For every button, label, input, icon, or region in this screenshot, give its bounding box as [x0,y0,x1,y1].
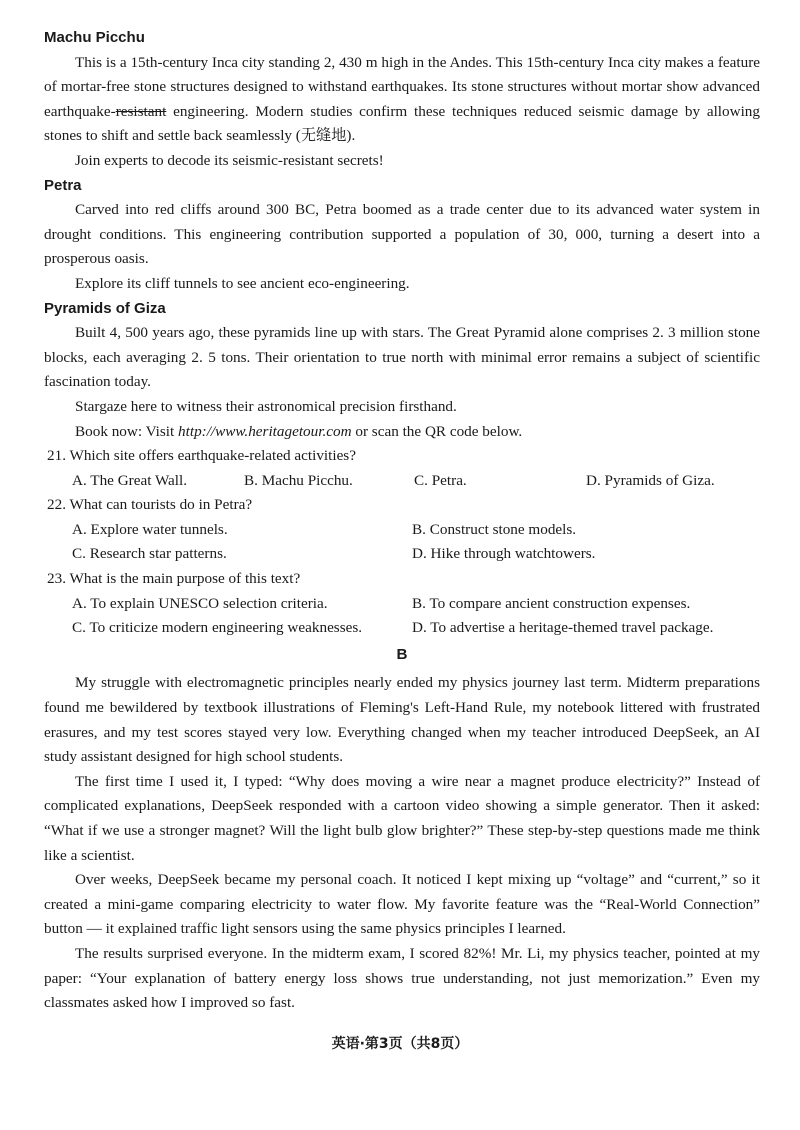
passage-b-paragraph-1: My struggle with electromagnetic principles nearly ended my physics journey last term. Midterm preparations found me bewildered by textbook illustrations of Fleming's Left-Hand Rule, my notebook littered with frustrated erasures, and my test scores stayed very low. Everything changed when my teacher introduced DeepSeek, an AI study assistant designed for high school students. [44,674,760,766]
q21-option-c: C. Petra. [414,471,467,489]
q23-option-a: A. To explain UNESCO selection criteria. [72,594,328,612]
giza-paragraph-1: Built 4, 500 years ago, these pyramids line up with stars. The Great Pyramid alone comprises 2. 3 million stone blocks, each averaging 2. 5 tons. Their orientation to true north with minimal error remains a subject of scientific fascination today. [44,324,760,391]
passage-b-paragraph-3: Over weeks, DeepSeek became my personal coach. It noticed I kept mixing up “voltage” and “current,” so it created a mini-game comparing electricity to water flow. My favorite feature was the “Real-World Connection” button — it explained traffic light sensors using the same physics principles I learned. [44,871,760,938]
q22-option-a: A. Explore water tunnels. [72,520,228,538]
q22-option-d: D. Hike through watchtowers. [412,545,596,563]
question-23-options [72,592,760,641]
question-23-stem: 23. What is the main purpose of this text? [47,570,301,588]
q22-option-c: C. Research star patterns. [72,545,227,563]
q21-option-b: B. Machu Picchu. [244,471,353,489]
giza-booking-line [44,420,760,445]
q21-option-d: D. Pyramids of Giza. [586,471,715,489]
q23-option-d: D. To advertise a heritage-themed travel package. [412,619,714,637]
giza-paragraph-2: Stargaze here to witness their astronomical precision firsthand. [75,397,457,415]
booking-prefix: Book now: Visit [75,422,179,440]
question-22-options [72,518,760,567]
q22-option-b: B. Construct stone models. [412,520,577,538]
machu-heading: Machu Picchu [44,29,145,46]
machu-p1-end: engineering. Modern studies confirm these techniques reduced seismic damage by allowing stones to shift and settle back seamlessly (无缝地). [44,102,760,145]
question-21-stem: 21. Which site offers earthquake-related activities? [47,447,356,465]
machu-paragraph-1 [44,51,760,149]
petra-paragraph-2: Explore its cliff tunnels to see ancient eco-engineering. [75,274,410,292]
booking-suffix: or scan the QR code below. [351,422,523,440]
booking-url: http://www.heritagetour.com [178,422,352,440]
machu-paragraph-2: Join experts to decode its seismic-resistant secrets! [75,151,384,169]
petra-paragraph-1: Carved into red cliffs around 300 BC, Petra boomed as a trade center due to its advanced water system in drought conditions. This engineering contribution supported a population of 30, 000, turning a desert into a prosperous oasis. [44,201,760,268]
page-footer: 英语·第3页（共8页） [331,1036,469,1052]
machu-p1-start: This is a 15th-century Inca city standing 2, 430 m high in the Andes. This 15th-century Inca city makes a feature of mortar-free stone structures designed to withstand earthquakes. Its stone structures without mortar show advanced earthquake- [44,53,760,120]
passage-b-label: B [396,645,408,663]
q23-option-b: B. To compare ancient construction expenses. [412,594,691,612]
machu-p1-struck-word: resistant [115,102,167,120]
question-22-stem: 22. What can tourists do in Petra? [47,496,253,514]
page-content [44,26,760,1016]
giza-heading: Pyramids of Giza [44,299,166,317]
passage-b-paragraph-4: The results surprised everyone. In the midterm exam, I scored 82%! Mr. Li, my physics teacher, pointed at my paper: “Your explanation of battery energy loss shows true understanding, not just memorization.” Even my classmates asked how I improved so fast. [44,944,760,1012]
passage-b-paragraph-2: The first time I used it, I typed: “Why does moving a wire near a magnet produce electricity?” Instead of complicated explanations, DeepSeek responded with a cartoon video showing a simple generator. Then it asked: “What if we use a stronger magnet? Will the light bulb glow brighter?” These step-by-step questions made me think like a scientist. [44,772,760,864]
petra-heading: Petra [44,176,82,194]
q21-option-a: A. The Great Wall. [72,471,188,489]
question-21-options [72,469,760,494]
q23-option-c: C. To criticize modern engineering weaknesses. [72,619,363,637]
